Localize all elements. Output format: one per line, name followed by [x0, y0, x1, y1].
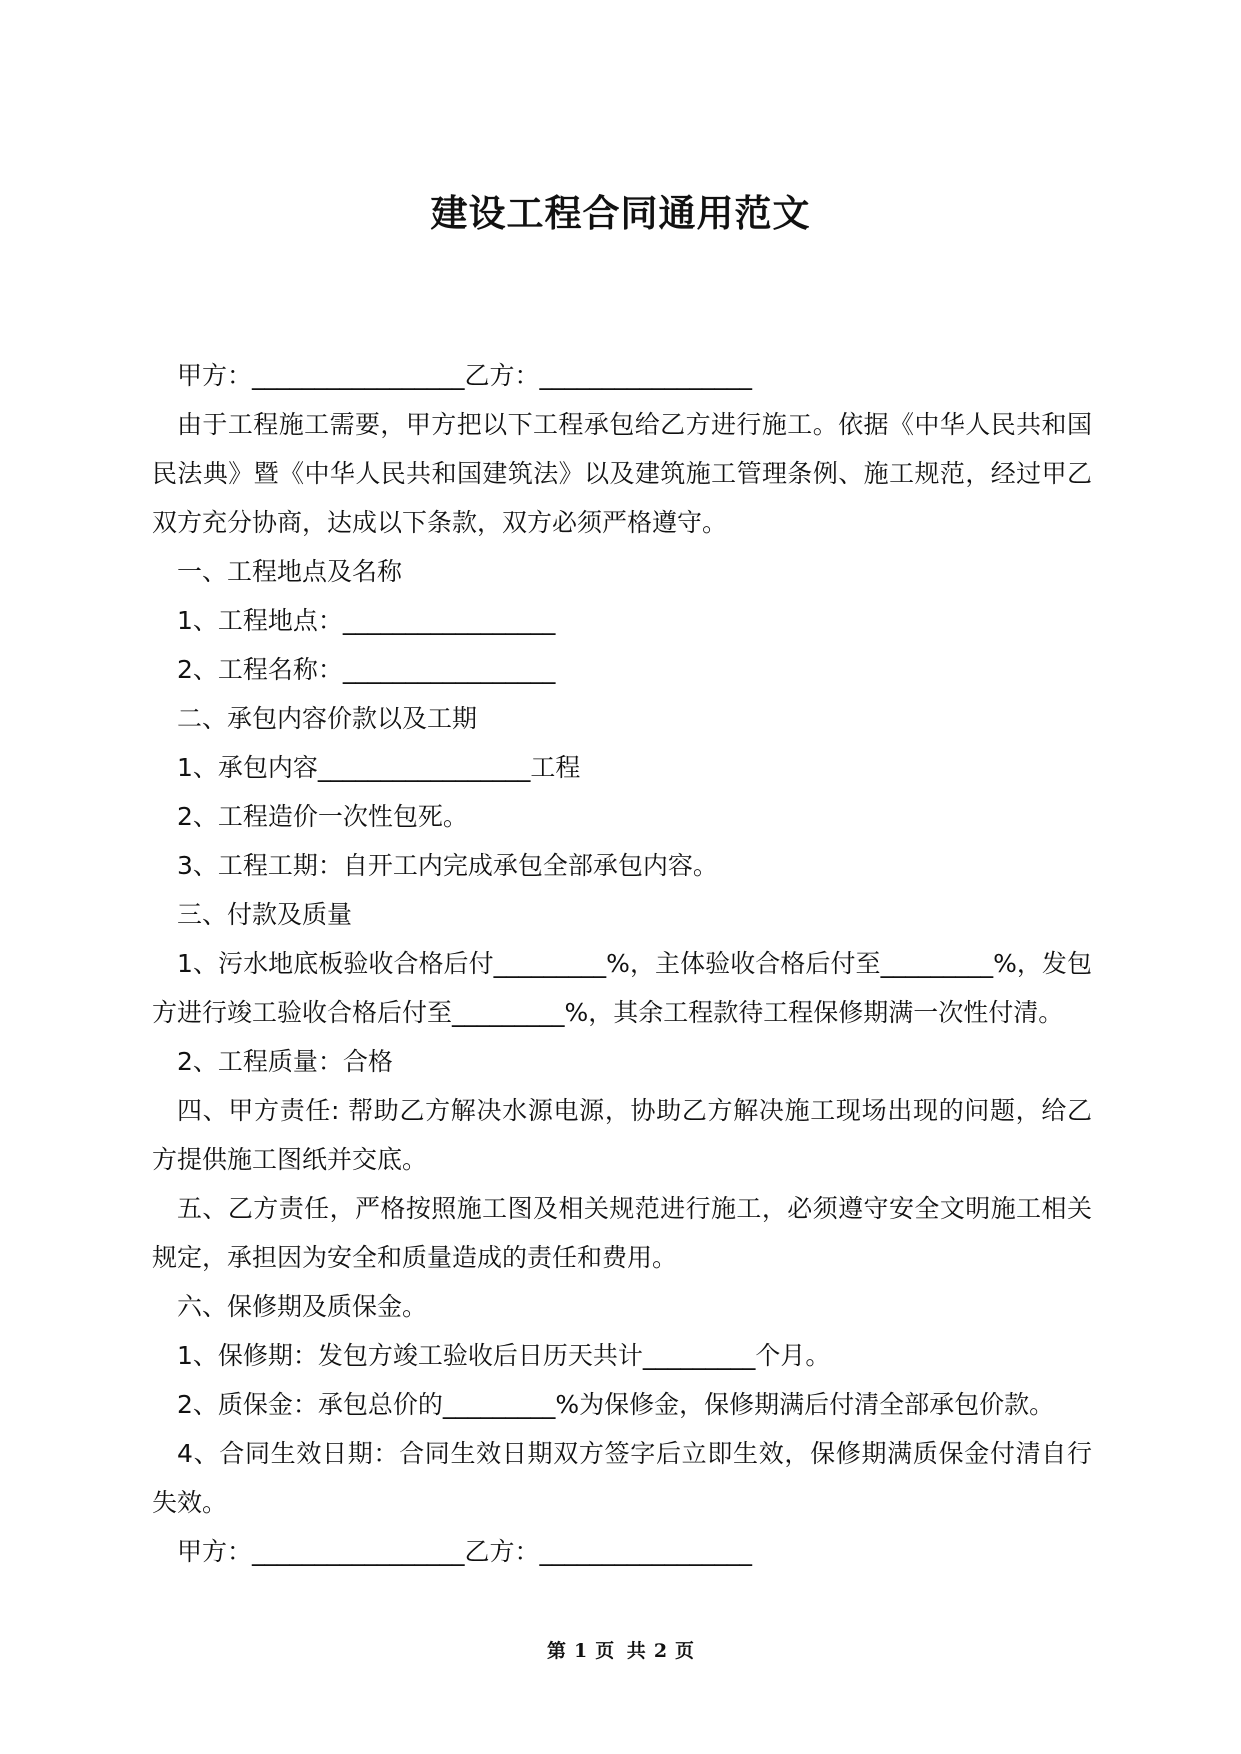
clause-3-2: 2、工程质量：合格	[177, 1047, 393, 1076]
section-heading-2: 二、承包内容价款以及工期	[177, 704, 478, 733]
clause-2-1: 1、承包内容_________________工程	[177, 753, 581, 782]
clause-2-3: 3、工程工期：自开工内完成承包全部承包内容。	[177, 851, 718, 880]
document-title: 建设工程合同通用范文	[430, 191, 811, 235]
clause-6-4: 4、合同生效日期：合同生效日期双方签字后立即生效，保修期满质保金付清自行失效。	[152, 1439, 1092, 1517]
section-5-party-b-duty: 五、乙方责任，严格按照施工图及相关规范进行施工，必须遵守安全文明施工相关规定，承担因为安全和质量造成的责任和费用。	[152, 1194, 1092, 1272]
footer-prefix: 第	[546, 1640, 566, 1662]
party-signature-line-top: 甲方：_________________乙方：_________________	[177, 361, 753, 390]
preamble-paragraph: 由于工程施工需要，甲方把以下工程承包给乙方进行施工。依据《中华人民共和国民法典》暨《中华人民共和国建筑法》以及建筑施工管理条例、施工规范，经过甲乙双方充分协商，达成以下条款，双方必须严格遵守。	[152, 410, 1092, 537]
clause-3-1: 1、污水地底板验收合格后付_________%，主体验收合格后付至_________%，发包方进行竣工验收合格后付至_________%，其余工程款待工程保修期满一次性付清。	[152, 949, 1092, 1027]
section-heading-1: 一、工程地点及名称	[177, 557, 403, 586]
footer-middle: 页 共	[595, 1640, 646, 1662]
section-heading-6: 六、保修期及质保金。	[177, 1292, 428, 1321]
party-signature-line-bottom: 甲方：_________________乙方：_________________	[177, 1537, 753, 1566]
clause-6-1: 1、保修期：发包方竣工验收后日历天共计_________个月。	[177, 1341, 831, 1370]
clause-1-2: 2、工程名称：_________________	[177, 655, 556, 684]
footer-suffix: 页	[675, 1640, 695, 1662]
clause-1-1: 1、工程地点：_________________	[177, 606, 556, 635]
page-footer	[0, 1636, 1241, 1663]
footer-total-pages: 2	[653, 1640, 668, 1662]
section-4-party-a-duty: 四、甲方责任: 帮助乙方解决水源电源，协助乙方解决施工现场出现的问题，给乙方提供施工图纸并交底。	[152, 1096, 1092, 1174]
clause-2-2: 2、工程造价一次性包死。	[177, 802, 468, 831]
footer-current-page: 1	[573, 1640, 588, 1662]
contract-body	[152, 351, 1092, 1576]
clause-6-2: 2、质保金：承包总价的_________%为保修金，保修期满后付清全部承包价款。	[177, 1390, 1055, 1419]
section-heading-3: 三、付款及质量	[177, 900, 353, 929]
